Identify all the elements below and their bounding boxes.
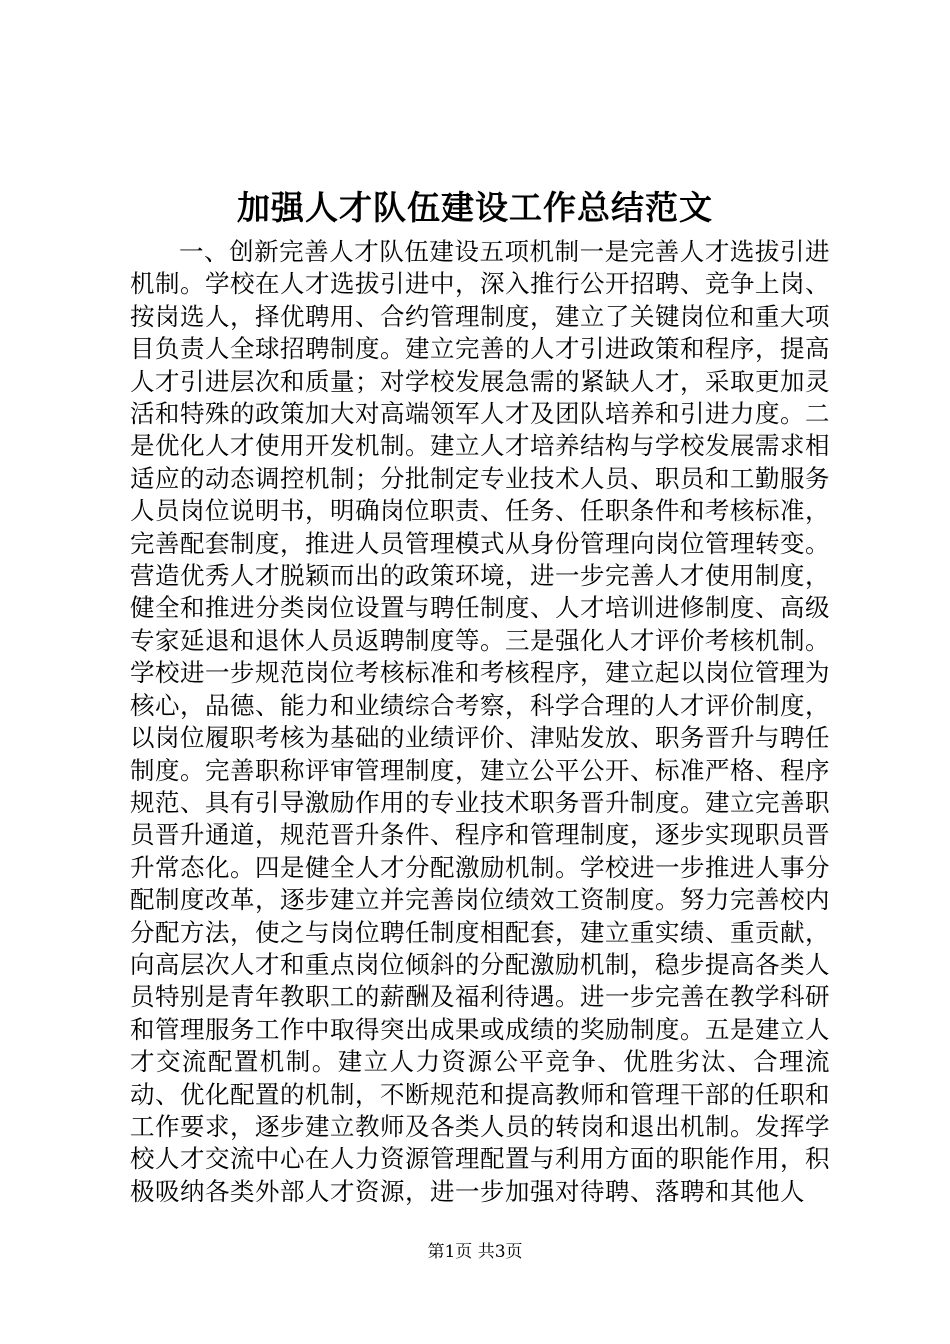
document-body-paragraph: 一、创新完善人才队伍建设五项机制一是完善人才选拔引进机制。学校在人才选拔引进中，深入推行公开招聘、竞争上岗、按岗选人，择优聘用、合约管理制度，建立了关键岗位和重大项目负责人全球招聘制度。建立完善的人才引进政策和程序，提高人才引进层次和质量；对学校发展急需的紧缺人才，采取更加灵活和特殊的政策加大对高端领军人才及团队培养和引进力度。二是优化人才使用开发机制。建立人才培养结构与学校发展需求相适应的动态调控机制；分批制定专业技术人员、职员和工勤服务人员岗位说明书，明确岗位职责、任务、任职条件和考核标准，完善配套制度，推进人员管理模式从身份管理向岗位管理转变。营造优秀人才脱颖而出的政策环境，进一步完善人才使用制度，健全和推进分类岗位设置与聘任制度、人才培训进修制度、高级专家延退和退休人员返聘制度等。三是强化人才评价考核机制。学校进一步规范岗位考核标准和考核程序，建立起以岗位管理为核心，品德、能力和业绩综合考察，科学合理的人才评价制度，以岗位履职考核为基础的业绩评价、津贴发放、职务晋升与聘任制度。完善职称评审管理制度，建立公平公开、标准严格、程序规范、具有引导激励作用的专业技术职务晋升制度。建立完善职员晋升通道，规范晋升条件、程序和管理制度，逐步实现职员晋升常态化。四是健全人才分配激励机制。学校进一步推进人事分配制度改革，逐步建立并完善岗位绩效工资制度。努力完善校内分配方法，使之与岗位聘任制度相配套，建立重实绩、重贡献，向高层次人才和重点岗位倾斜的分配激励机制，稳步提高各类人员特别是青年教职工的薪酬及福利待遇。进一步完善在教学科研和管理服务工作中取得突出成果或成绩的奖励制度。五是建立人才交流配置机制。建立人力资源公平竞争、优胜劣汰、合理流动、优化配置的机制，不断规范和提高教师和管理干部的任职和工作要求，逐步建立教师及各类人员的转岗和退出机制。发挥学校人才交流中心在人力资源管理配置与利用方面的职能作用，积极吸纳各类外部人才资源，进一步加强对待聘、落聘和其他人 [130,237,830,1206]
page-number-footer: 第1页 共3页 [427,1242,523,1262]
document-title: 加强人才队伍建设工作总结范文 [237,188,713,227]
